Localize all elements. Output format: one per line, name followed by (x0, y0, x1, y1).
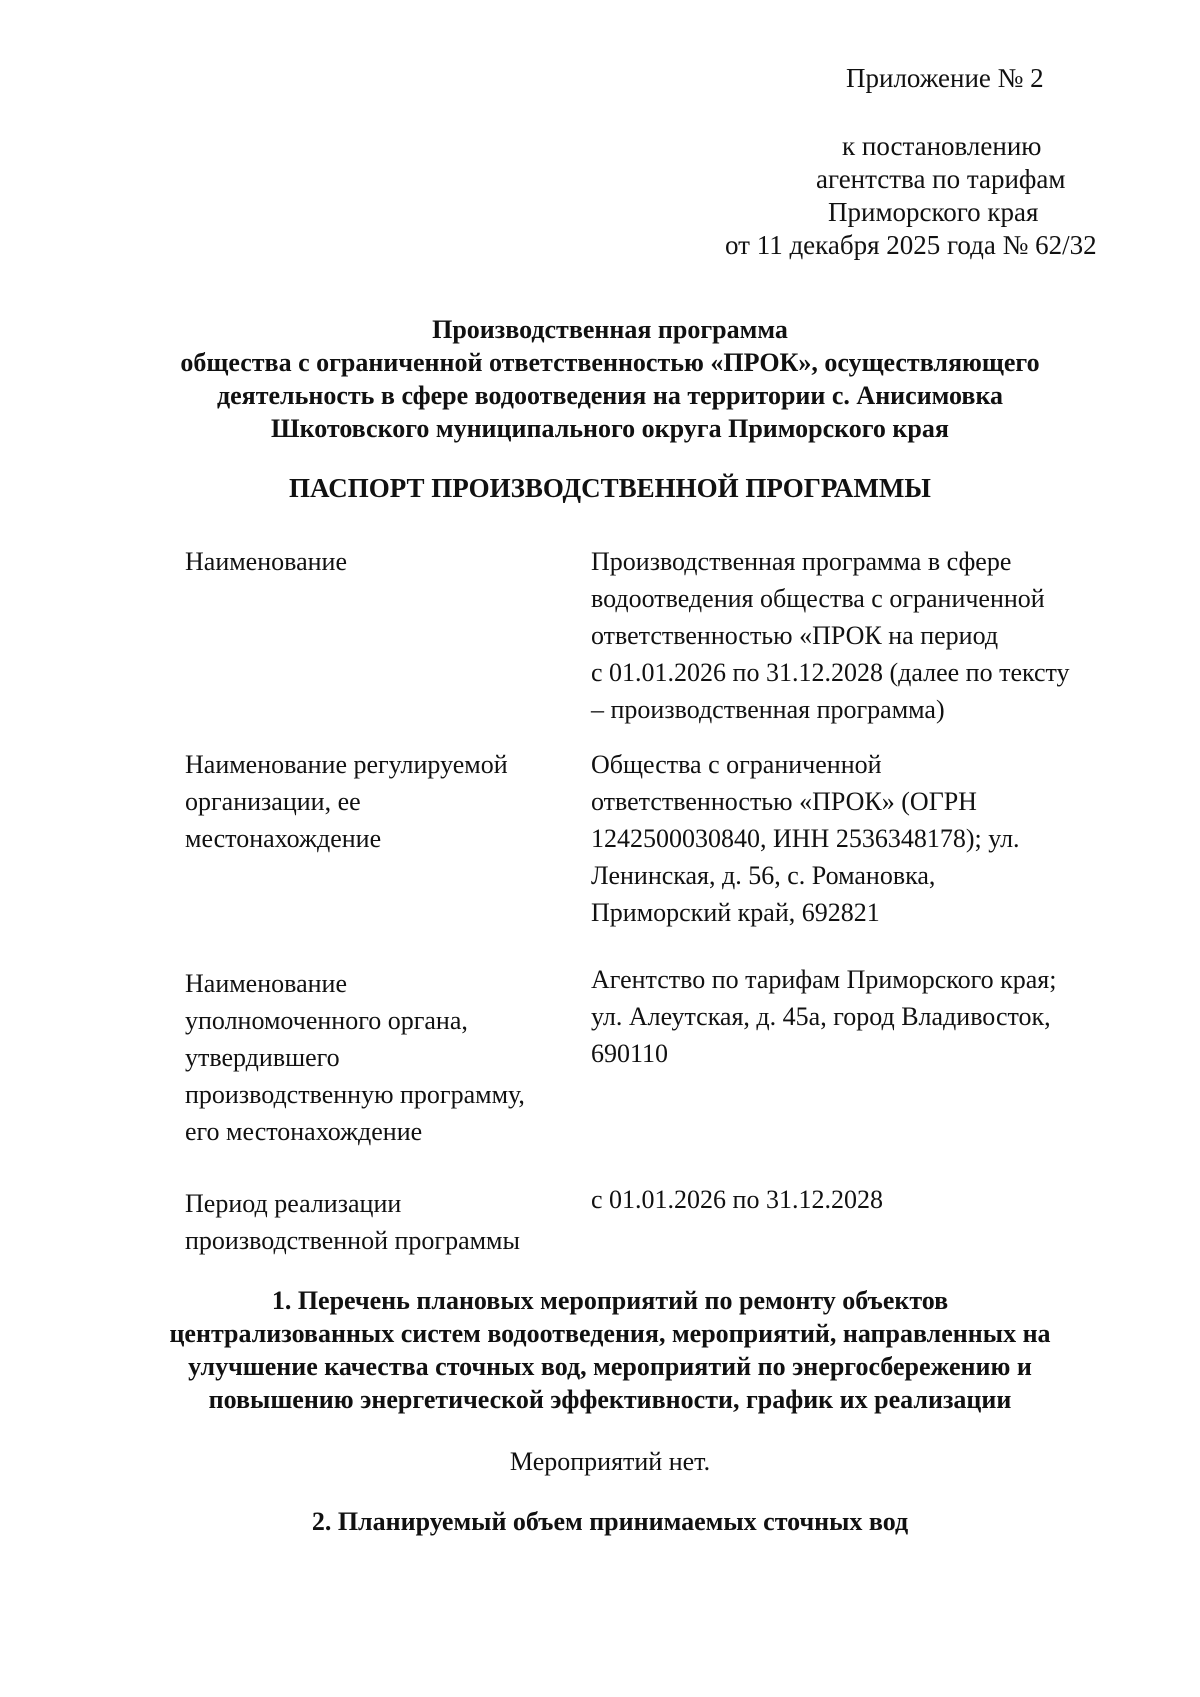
label-line: утвердившего (185, 1043, 340, 1072)
passport-label (185, 746, 565, 857)
section-heading-line: улучшение качества сточных вод, мероприятий по энергосбережению и (188, 1352, 1032, 1381)
label-line: его местонахождение (185, 1117, 423, 1146)
value-line: водоотведения общества с ограниченной (591, 584, 1045, 613)
passport-label (185, 543, 565, 580)
label-line: Период реализации (185, 1189, 402, 1218)
section-2-heading: 2. Планируемый объем принимаемых сточных вод (311, 1507, 909, 1536)
title-line: Шкотовского муниципального округа Приморского края (271, 414, 949, 443)
value-line: ответственностью «ПРОК» (ОГРН (591, 787, 977, 816)
passport-value (591, 543, 1121, 728)
section-heading-line: централизованных систем водоотведения, мероприятий, направленных на (169, 1319, 1051, 1348)
label-line: уполномоченного органа, (185, 1006, 468, 1035)
section-heading-line: 1. Перечень плановых мероприятий по ремонту объектов (271, 1286, 949, 1315)
passport-value (591, 961, 1121, 1072)
value-line: 1242500030840, ИНН 2536348178); ул. (591, 824, 1020, 853)
title-line: деятельность в сфере водоотведения на территории с. Анисимовка (216, 381, 1004, 410)
value-line: с 01.01.2026 по 31.12.2028 (далее по тексту (591, 658, 1070, 687)
decree-line: агентства по тарифам (816, 164, 1066, 194)
label-line: производственную программу, (185, 1080, 525, 1109)
section-1-heading (140, 1284, 1080, 1416)
value-line: с 01.01.2026 по 31.12.2028 (591, 1185, 883, 1214)
value-line: Общества с ограниченной (591, 750, 882, 779)
passport-label (185, 1185, 565, 1259)
value-line: – производственная программа) (591, 695, 945, 724)
value-line: ответственностью «ПРОК на период (591, 621, 999, 650)
title-line: Производственная программа (432, 315, 788, 344)
label-line: Наименование (185, 969, 347, 998)
passport-label (185, 965, 565, 1150)
passport-value (591, 1181, 1121, 1218)
decree-line: Приморского края (828, 197, 1039, 227)
value-line: 690110 (591, 1039, 669, 1068)
label-line: местонахождение (185, 824, 382, 853)
decree-line: к постановлению (842, 131, 1042, 161)
document-title (150, 313, 1070, 445)
label-line: организации, ее (185, 787, 361, 816)
value-line: Производственная программа в сфере (591, 547, 1012, 576)
title-line: общества с ограниченной ответственностью «ПРОК», осуществляющего (180, 348, 1040, 377)
decree-reference (700, 130, 1120, 262)
value-line: Приморский край, 692821 (591, 898, 880, 927)
value-line: Ленинская, д. 56, с. Романовка, (591, 861, 936, 890)
decree-line: от 11 декабря 2025 года № 62/32 (725, 230, 1097, 260)
passport-value (591, 746, 1121, 931)
passport-heading: ПАСПОРТ ПРОИЗВОДСТВЕННОЙ ПРОГРАММЫ (289, 473, 931, 503)
value-line: Агентство по тарифам Приморского края; (591, 965, 1057, 994)
label-line: Наименование регулируемой (185, 750, 508, 779)
section-1-body: Мероприятий нет. (509, 1447, 711, 1476)
annex-number: Приложение № 2 (846, 63, 1044, 93)
label-line: Наименование (185, 547, 347, 576)
value-line: ул. Алеутская, д. 45а, город Владивосток, (591, 1002, 1051, 1031)
section-heading-line: повышению энергетической эффективности, график их реализации (208, 1385, 1012, 1414)
label-line: производственной программы (185, 1226, 520, 1255)
